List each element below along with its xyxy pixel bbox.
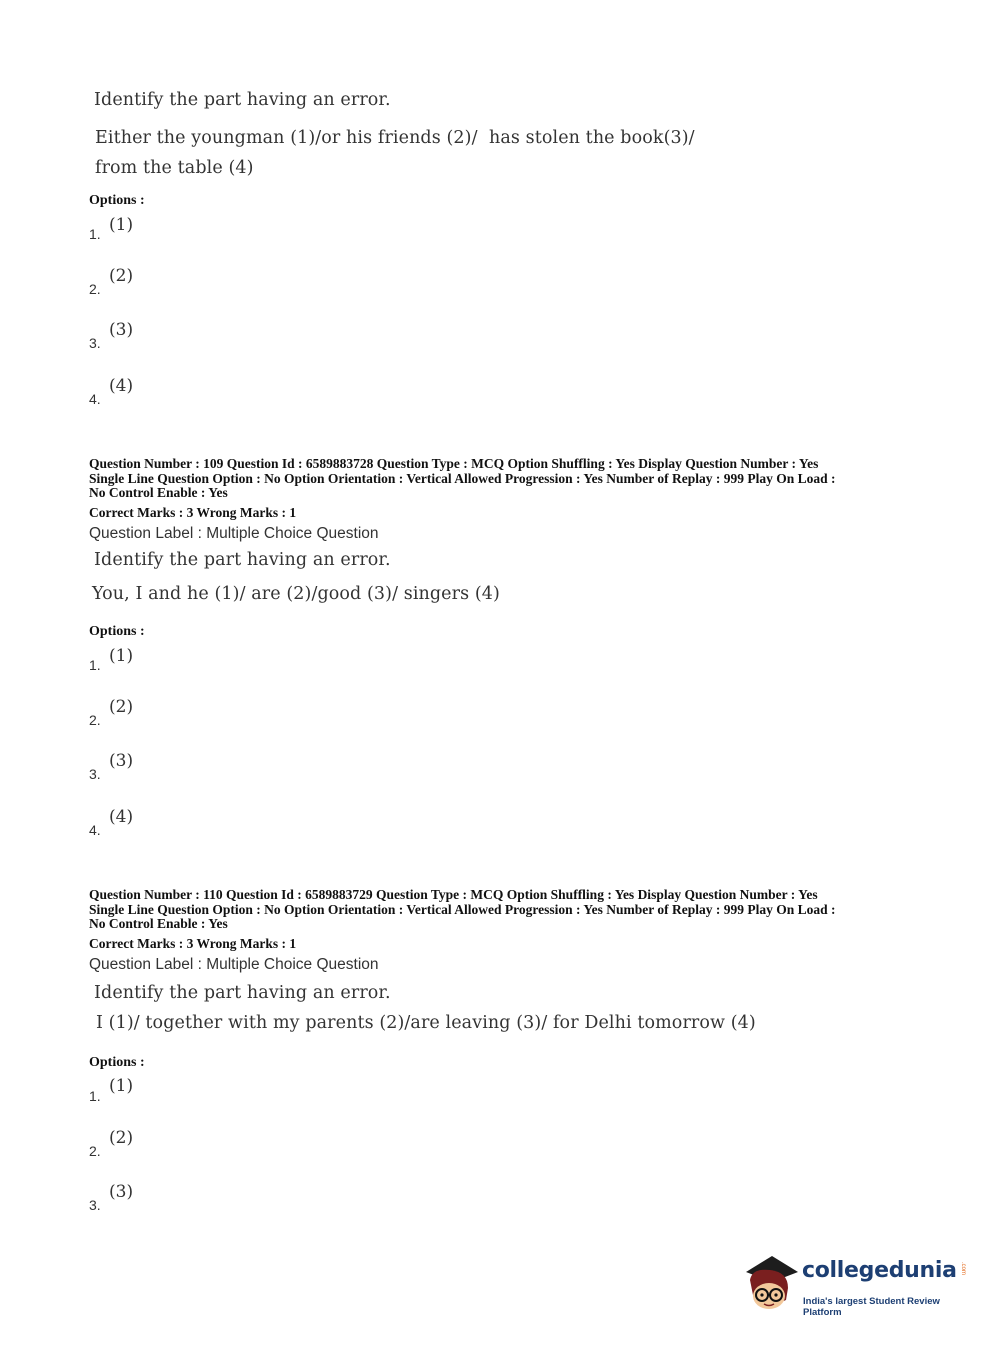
q109-meta-line1: Question Number : 109 Question Id : 6589883728 Question Type : MCQ Option Shuffling : Yes Display Question Number : Yes — [89, 456, 819, 471]
q109-option-value: (3) — [109, 751, 134, 771]
brand-tagline: India's largest Student Review Platform — [803, 1296, 940, 1318]
q109-instruction: Identify the part having an error. — [94, 550, 391, 570]
q108-sentence-line2: from the table (4) — [95, 158, 254, 178]
brand-name: collegedunia — [802, 1258, 957, 1283]
q110-meta-line2: Single Line Question Option : No Option Orientation : Vertical Allowed Progression : Yes Number of Replay : 999 Play On Load : — [89, 902, 836, 917]
q110-option-value: (1) — [109, 1076, 134, 1096]
q109-meta-line2: Single Line Question Option : No Option Orientation : Vertical Allowed Progression : Yes Number of Replay : 999 Play On Load : — [89, 471, 836, 486]
q109-option-number: 2. — [89, 712, 101, 728]
brand-domain: .com — [960, 1262, 966, 1276]
q108-option-value: (4) — [109, 376, 134, 396]
q109-option-value: (1) — [109, 646, 134, 666]
collegedunia-logo — [742, 1250, 970, 1320]
q108-option-value: (1) — [109, 215, 134, 235]
q108-option-number: 1. — [89, 226, 101, 242]
q108-sentence-part2: has stolen the book(3)/ — [489, 128, 695, 148]
mascot-icon — [742, 1250, 800, 1320]
q109-sentence: You, I and he (1)/ are (2)/good (3)/ singers (4) — [92, 584, 500, 604]
q108-option-number: 2. — [89, 281, 101, 297]
q110-option-value: (2) — [109, 1128, 134, 1148]
q109-option-value: (4) — [109, 807, 134, 827]
q110-option-number: 2. — [89, 1143, 101, 1159]
q108-option-value: (3) — [109, 320, 134, 340]
q110-option-number: 3. — [89, 1197, 101, 1213]
q110-meta-line3: No Control Enable : Yes — [89, 916, 228, 931]
q108-option-value: (2) — [109, 266, 134, 286]
q109-option-number: 3. — [89, 766, 101, 782]
q109-option-number: 1. — [89, 657, 101, 673]
q108-options-heading: Options : — [89, 193, 145, 208]
q109-question-label: Question Label : Multiple Choice Question — [89, 525, 379, 542]
q110-options-heading: Options : — [89, 1055, 145, 1070]
q110-question-label: Question Label : Multiple Choice Question — [89, 956, 379, 973]
q110-meta-line1: Question Number : 110 Question Id : 6589883729 Question Type : MCQ Option Shuffling : Yes Display Question Number : Yes — [89, 887, 818, 902]
q110-sentence: I (1)/ together with my parents (2)/are leaving (3)/ for Delhi tomorrow (4) — [96, 1013, 756, 1033]
q110-marks: Correct Marks : 3 Wrong Marks : 1 — [89, 936, 297, 951]
q108-option-number: 4. — [89, 391, 101, 407]
q110-option-value: (3) — [109, 1182, 134, 1202]
q109-options-heading: Options : — [89, 624, 145, 639]
q109-meta-line3: No Control Enable : Yes — [89, 485, 228, 500]
q109-option-number: 4. — [89, 822, 101, 838]
q108-option-number: 3. — [89, 335, 101, 351]
q108-sentence-part1: Either the youngman (1)/or his friends (2)/ — [95, 128, 478, 148]
q110-option-number: 1. — [89, 1088, 101, 1104]
q108-instruction: Identify the part having an error. — [94, 90, 391, 110]
q109-marks: Correct Marks : 3 Wrong Marks : 1 — [89, 505, 297, 520]
q110-instruction: Identify the part having an error. — [94, 983, 391, 1003]
q109-option-value: (2) — [109, 697, 134, 717]
